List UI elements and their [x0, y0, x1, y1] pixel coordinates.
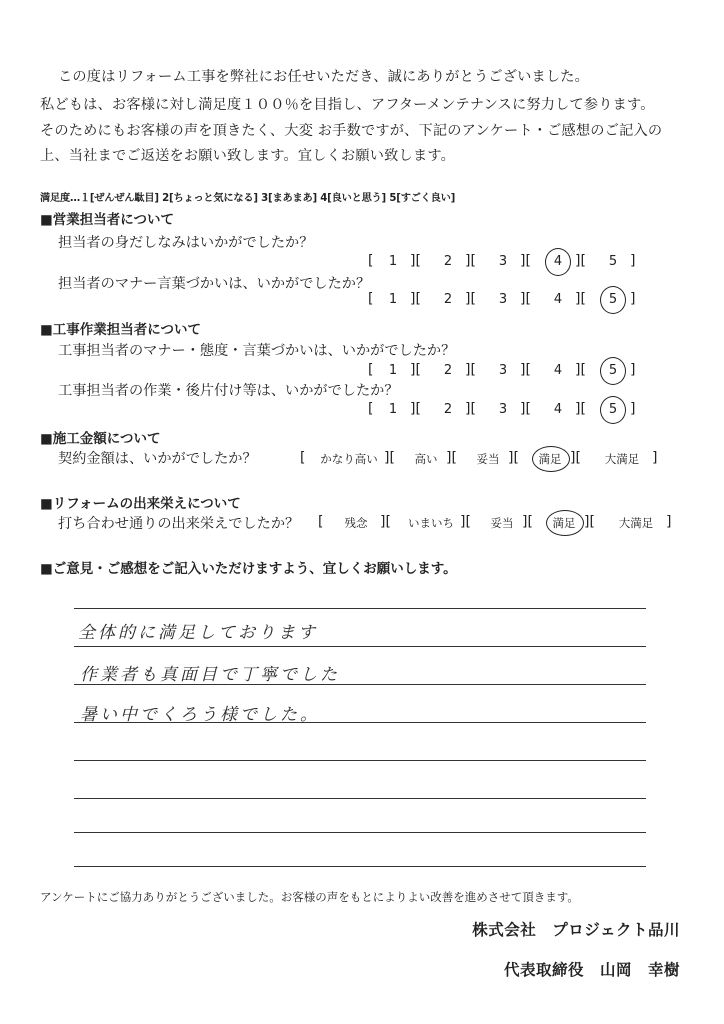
choice-option-price-0[interactable]: かなり高い — [320, 452, 378, 466]
rating-option-1[interactable]: 1 — [388, 254, 398, 269]
bracket: ][ — [570, 450, 581, 466]
bracket: [ — [368, 253, 374, 269]
choice-option-price-3[interactable]: 満足 — [538, 452, 562, 466]
rating-option-3[interactable]: 3 — [498, 254, 508, 269]
choice-option-quality-1[interactable]: いまいち — [408, 516, 454, 530]
bracket: ][ — [410, 401, 421, 417]
comment-line — [74, 866, 646, 867]
bracket: ][ — [410, 253, 421, 269]
selected-choice-circle — [532, 446, 570, 472]
question-construction-cleanup: 工事担当者の作業・後片付け等は、いかがでしたか？ — [58, 383, 399, 399]
bracket: ][ — [446, 450, 457, 466]
rating-option-2[interactable]: 2 — [443, 363, 453, 378]
bracket: ][ — [575, 253, 586, 269]
handwritten-comment-2: 作業者も真面目で丁寧でした — [80, 665, 340, 685]
choice-option-quality-4[interactable]: 大満足 — [618, 516, 654, 530]
company-name: 株式会社 プロジェクト品川 — [472, 921, 680, 939]
bracket: ][ — [575, 291, 586, 307]
intro-line-4: 上、当社までご返送をお願い致します。宜しくお願い致します。 — [40, 148, 455, 164]
rating-option-3[interactable]: 3 — [498, 402, 508, 417]
handwritten-comment-1: 全体的に満足しております — [78, 623, 318, 643]
question-price: 契約金額は、いかがでしたか？ — [58, 451, 257, 467]
bracket: ][ — [410, 291, 421, 307]
comment-line — [74, 798, 646, 799]
rating-option-3[interactable]: 3 — [498, 292, 508, 307]
bracket: [ — [368, 291, 374, 307]
bracket: ][ — [508, 450, 519, 466]
rating-option-1[interactable]: 1 — [388, 402, 398, 417]
bracket: ][ — [520, 291, 531, 307]
bracket: [ — [368, 401, 374, 417]
bracket: ] — [652, 450, 658, 466]
bracket: ][ — [465, 253, 476, 269]
bracket: ][ — [520, 253, 531, 269]
rating-option-2[interactable]: 2 — [443, 254, 453, 269]
comment-line — [74, 646, 646, 647]
rating-row-construction-manner — [360, 362, 660, 384]
rating-row-sales-manner — [360, 291, 660, 313]
bracket: ][ — [584, 514, 595, 530]
question-quality: 打ち合わせ通りの出来栄えでしたか？ — [58, 516, 300, 532]
choice-option-quality-3[interactable]: 満足 — [552, 516, 576, 530]
bracket: ][ — [460, 514, 471, 530]
bracket: ] — [630, 401, 636, 417]
satisfaction-scale-legend: 満足度…１[ぜんぜん駄目] 2[ちょっと気になる] 3[まあまあ] 4[良いと思う] 5[すごく良い] — [40, 193, 456, 204]
selected-rating-circle — [600, 357, 626, 385]
bracket: ] — [666, 514, 672, 530]
question-sales-manner: 担当者のマナー言葉づかいは、いかがでしたか？ — [58, 276, 371, 292]
bracket: ][ — [384, 450, 395, 466]
selected-choice-circle — [546, 510, 584, 536]
rating-option-5[interactable]: 5 — [608, 254, 618, 269]
bracket: ][ — [520, 401, 531, 417]
bracket: [ — [368, 362, 374, 378]
section-title-construction: ■工事作業担当者について — [40, 322, 201, 338]
bracket: ][ — [575, 401, 586, 417]
choice-row-quality — [318, 514, 670, 536]
comment-line — [74, 832, 646, 833]
rating-option-4[interactable]: 4 — [553, 254, 563, 269]
section-title-comments: ■ご意見・ご感想をご記入いただけますよう、宜しくお願いします。 — [40, 561, 457, 577]
choice-option-price-4[interactable]: 大満足 — [604, 452, 640, 466]
selected-rating-circle — [600, 396, 626, 424]
rating-option-3[interactable]: 3 — [498, 363, 508, 378]
rating-option-1[interactable]: 1 — [388, 363, 398, 378]
intro-line-2: 私どもは、お客様に対し満足度１００％を目指し、アフターメンテナンスに努力して参ります。 — [40, 97, 655, 113]
bracket: ][ — [520, 362, 531, 378]
rating-row-construction-cleanup — [360, 401, 660, 423]
section-title-sales: ■営業担当者について — [40, 212, 174, 228]
rating-row-sales-appearance — [360, 253, 660, 275]
representative-name: 代表取締役 山岡 幸樹 — [503, 961, 680, 979]
rating-option-4[interactable]: 4 — [553, 292, 563, 307]
bracket: ] — [630, 362, 636, 378]
section-title-quality: ■リフォームの出来栄えについて — [40, 496, 241, 512]
rating-option-2[interactable]: 2 — [443, 402, 453, 417]
section-title-price: ■施工金額について — [40, 431, 161, 447]
rating-option-5[interactable]: 5 — [608, 402, 618, 417]
bracket: ][ — [465, 401, 476, 417]
rating-option-2[interactable]: 2 — [443, 292, 453, 307]
rating-option-5[interactable]: 5 — [608, 363, 618, 378]
comment-line — [74, 760, 646, 761]
footer-thanks: アンケートにご協力ありがとうございました。お客様の声をもとによりよい改善を進めさせて頂きます。 — [40, 890, 579, 904]
bracket: ] — [630, 253, 636, 269]
bracket: ][ — [465, 291, 476, 307]
rating-option-1[interactable]: 1 — [388, 292, 398, 307]
comment-line — [74, 608, 646, 609]
rating-option-4[interactable]: 4 — [553, 363, 563, 378]
choice-option-quality-0[interactable]: 残念 — [344, 516, 368, 530]
bracket: ][ — [465, 362, 476, 378]
intro-line-1: この度はリフォーム工事を弊社にお任せいただき、誠にありがとうございました。 — [58, 69, 590, 85]
bracket: [ — [300, 450, 306, 466]
bracket: [ — [318, 514, 324, 530]
selected-rating-circle — [600, 286, 626, 314]
choice-option-price-1[interactable]: 高い — [414, 452, 438, 466]
question-sales-appearance: 担当者の身だしなみはいかがでしたか？ — [58, 235, 314, 251]
bracket: ][ — [575, 362, 586, 378]
selected-rating-circle — [545, 248, 571, 276]
question-construction-manner: 工事担当者のマナー・態度・言葉づかいは、いかがでしたか？ — [58, 343, 456, 359]
rating-option-5[interactable]: 5 — [608, 292, 618, 307]
bracket: ][ — [380, 514, 391, 530]
handwritten-comment-3: 暑い中でくろう様でした。 — [80, 705, 320, 725]
choice-option-quality-2[interactable]: 妥当 — [490, 516, 514, 530]
choice-option-price-2[interactable]: 妥当 — [476, 452, 500, 466]
intro-line-3: そのためにもお客様の声を頂きたく、大変 お手数ですが、下記のアンケート・ご感想のご記入の — [40, 123, 663, 139]
choice-row-price — [300, 450, 670, 472]
bracket: ][ — [522, 514, 533, 530]
bracket: ][ — [410, 362, 421, 378]
bracket: ] — [630, 291, 636, 307]
rating-option-4[interactable]: 4 — [553, 402, 563, 417]
